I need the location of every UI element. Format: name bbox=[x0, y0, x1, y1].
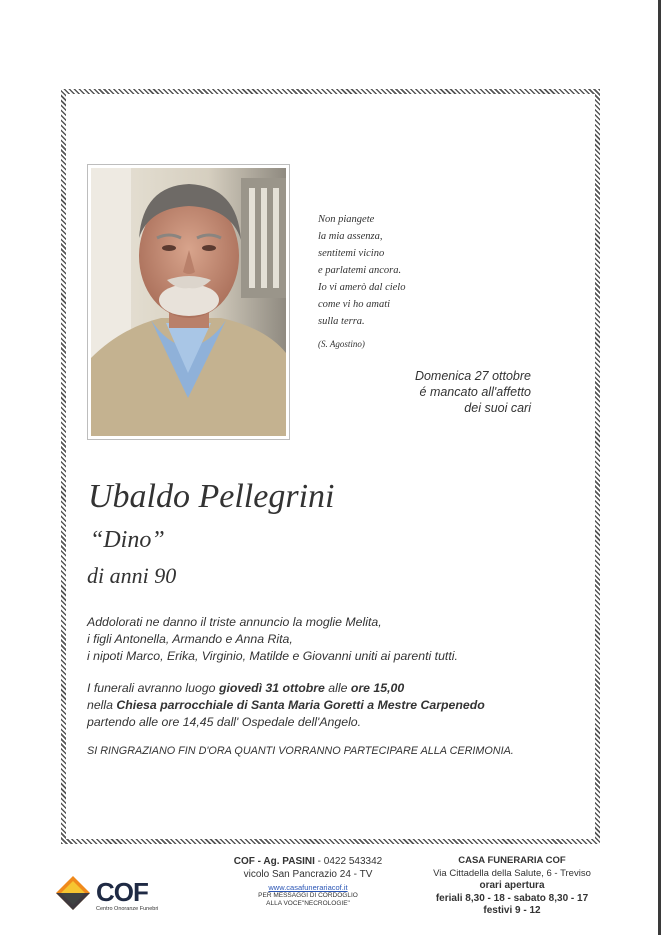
thanks-note: SI RINGRAZIANO FIN D'ORA QUANTI VORRANNO PARTECIPARE ALLA CERIMONIA. bbox=[87, 745, 514, 757]
poem-line: Non piangete bbox=[318, 214, 375, 225]
death-line-3: dei suoi cari bbox=[464, 401, 531, 415]
funeral-home-info bbox=[417, 855, 607, 918]
poem-line: la mia assenza, bbox=[318, 231, 383, 242]
cof-logo bbox=[56, 874, 166, 914]
poem-line: Io vi amerò dal cielo bbox=[318, 282, 406, 293]
agency-website-link[interactable]: www.casafunerariacof.it bbox=[268, 883, 348, 892]
agency-note: PER MESSAGGI DI CORDOGLIO bbox=[258, 892, 358, 899]
logo-subtitle: Centro Onoranze Funebri bbox=[96, 906, 159, 912]
death-notice bbox=[311, 368, 531, 416]
poem-line: sulla terra. bbox=[318, 316, 365, 327]
funeral-text: I funerali avranno luogo bbox=[87, 681, 219, 695]
funeral-church: Chiesa parrocchiale di Santa Maria Goretti a Mestre Carpenedo bbox=[116, 698, 485, 712]
logo-text: COF bbox=[96, 877, 148, 907]
portrait-photo bbox=[87, 164, 290, 440]
opening-hours-title: orari apertura bbox=[479, 880, 545, 891]
funeral-line-1 bbox=[87, 680, 567, 697]
agency-phone: - 0422 543342 bbox=[314, 856, 383, 867]
diamond-logo-icon bbox=[56, 876, 90, 910]
funeral-line-3: partendo alle ore 14,45 dall' Ospedale dell'Angelo. bbox=[87, 715, 362, 729]
funeral-line-2 bbox=[87, 697, 567, 714]
funeral-home-title: CASA FUNERARIA COF bbox=[458, 855, 566, 866]
agency-address: vicolo San Pancrazio 24 - TV bbox=[243, 869, 373, 880]
death-line-2: é mancato all'affetto bbox=[419, 385, 531, 399]
deceased-name: Ubaldo Pellegrini bbox=[88, 478, 335, 515]
poem-line: sentitemi vicino bbox=[318, 248, 385, 259]
agency-title-row bbox=[218, 855, 398, 868]
death-date: Domenica 27 ottobre bbox=[414, 369, 531, 383]
family-announcement bbox=[87, 614, 567, 665]
weekday-hours: feriali 8,30 - 18 - sabato 8,30 - 17 bbox=[435, 892, 589, 904]
holiday-hours: festivi 9 - 12 bbox=[483, 905, 541, 916]
deceased-nickname: “Dino” bbox=[90, 527, 165, 553]
poem-attribution: (S. Agostino) bbox=[318, 339, 365, 349]
announcement-line: i figli Antonella, Armando e Anna Rita, bbox=[87, 632, 293, 646]
funeral-text: alle bbox=[324, 681, 351, 695]
funeral-text: nella bbox=[87, 698, 117, 712]
poem-line: e parlatemi ancora. bbox=[318, 265, 402, 276]
poem-line: come vi ho amati bbox=[318, 299, 391, 310]
funeral-date: giovedì 31 ottobre bbox=[218, 681, 325, 695]
poem bbox=[318, 211, 498, 353]
funeral-home-address: Via Cittadella della Salute, 6 - Treviso bbox=[433, 867, 591, 879]
agency-info bbox=[218, 855, 398, 908]
deceased-age: di anni 90 bbox=[87, 563, 177, 588]
portrait-image bbox=[91, 168, 286, 436]
announcement-line: Addolorati ne danno il triste annuncio la moglie Melita, bbox=[87, 615, 382, 629]
agency-title: COF - Ag. PASINI bbox=[233, 856, 315, 867]
funeral-time: ore 15,00 bbox=[350, 681, 405, 695]
funeral-details bbox=[87, 680, 567, 731]
announcement-line: i nipoti Marco, Erika, Virginio, Matilde e Giovanni uniti ai parenti tutti. bbox=[87, 649, 458, 663]
agency-note: ALLA VOCE"NECROLOGIE" bbox=[266, 900, 350, 907]
